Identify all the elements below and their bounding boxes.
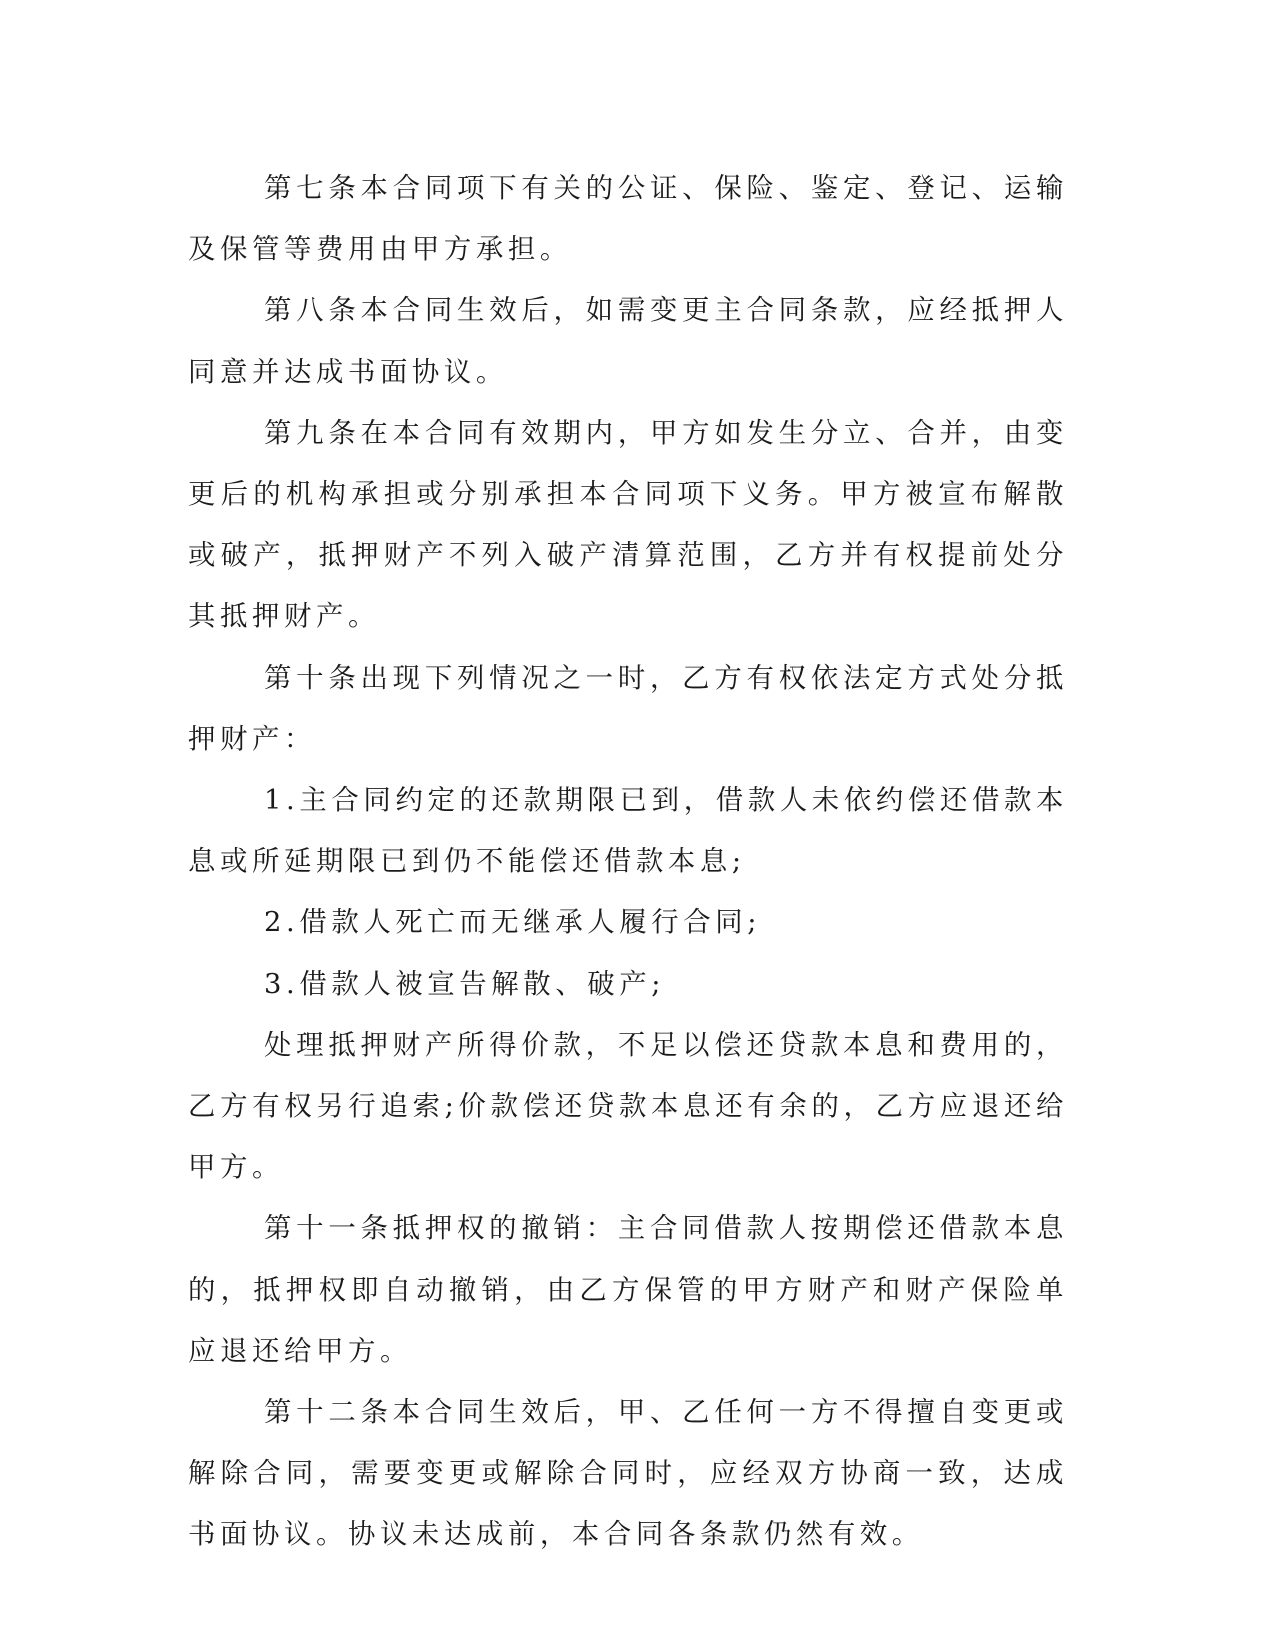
paragraph-proceeds: 处理抵押财产所得价款，不足以偿还贷款本息和费用的，乙方有权另行追索;价款偿还贷款本息还有余的，乙方应退还给甲方。: [188, 1029, 1068, 1184]
paragraph-article-11: 第十一条抵押权的撤销：主合同借款人按期偿还借款本息的，抵押权即自动撤销，由乙方保管的甲方财产和财产保险单应退还给甲方。: [188, 1213, 1068, 1367]
list-item-2: 2.借款人死亡而无继承人履行合同;: [264, 907, 762, 939]
paragraph-article-9: 第九条在本合同有效期内，甲方如发生分立、合并，由变更后的机构承担或分别承担本合同项下义务。甲方被宣布解散或破产，抵押财产不列入破产清算范围，乙方并有权提前处分其抵押财产。: [188, 417, 1068, 633]
list-item-3: 3.借款人被宣告解散、破产;: [264, 968, 666, 1000]
paragraph-article-10: 第十条出现下列情况之一时，乙方有权依法定方式处分抵押财产：: [188, 662, 1068, 755]
paragraph-article-7: 第七条本合同项下有关的公证、保险、鉴定、登记、运输及保管等费用由甲方承担。: [188, 173, 1068, 266]
paragraph-article-8: 第八条本合同生效后，如需变更主合同条款，应经抵押人同意并达成书面协议。: [188, 295, 1068, 388]
list-item-1: 1.主合同约定的还款期限已到，借款人未依约偿还借款本息或所延期限已到仍不能偿还借款本息;: [188, 785, 1068, 878]
paragraph-article-12: 第十二条本合同生效后，甲、乙任何一方不得擅自变更或解除合同，需要变更或解除合同时，应经双方协商一致，达成书面协议。协议未达成前，本合同各条款仍然有效。: [188, 1397, 1068, 1551]
document-body: [188, 158, 1068, 1566]
